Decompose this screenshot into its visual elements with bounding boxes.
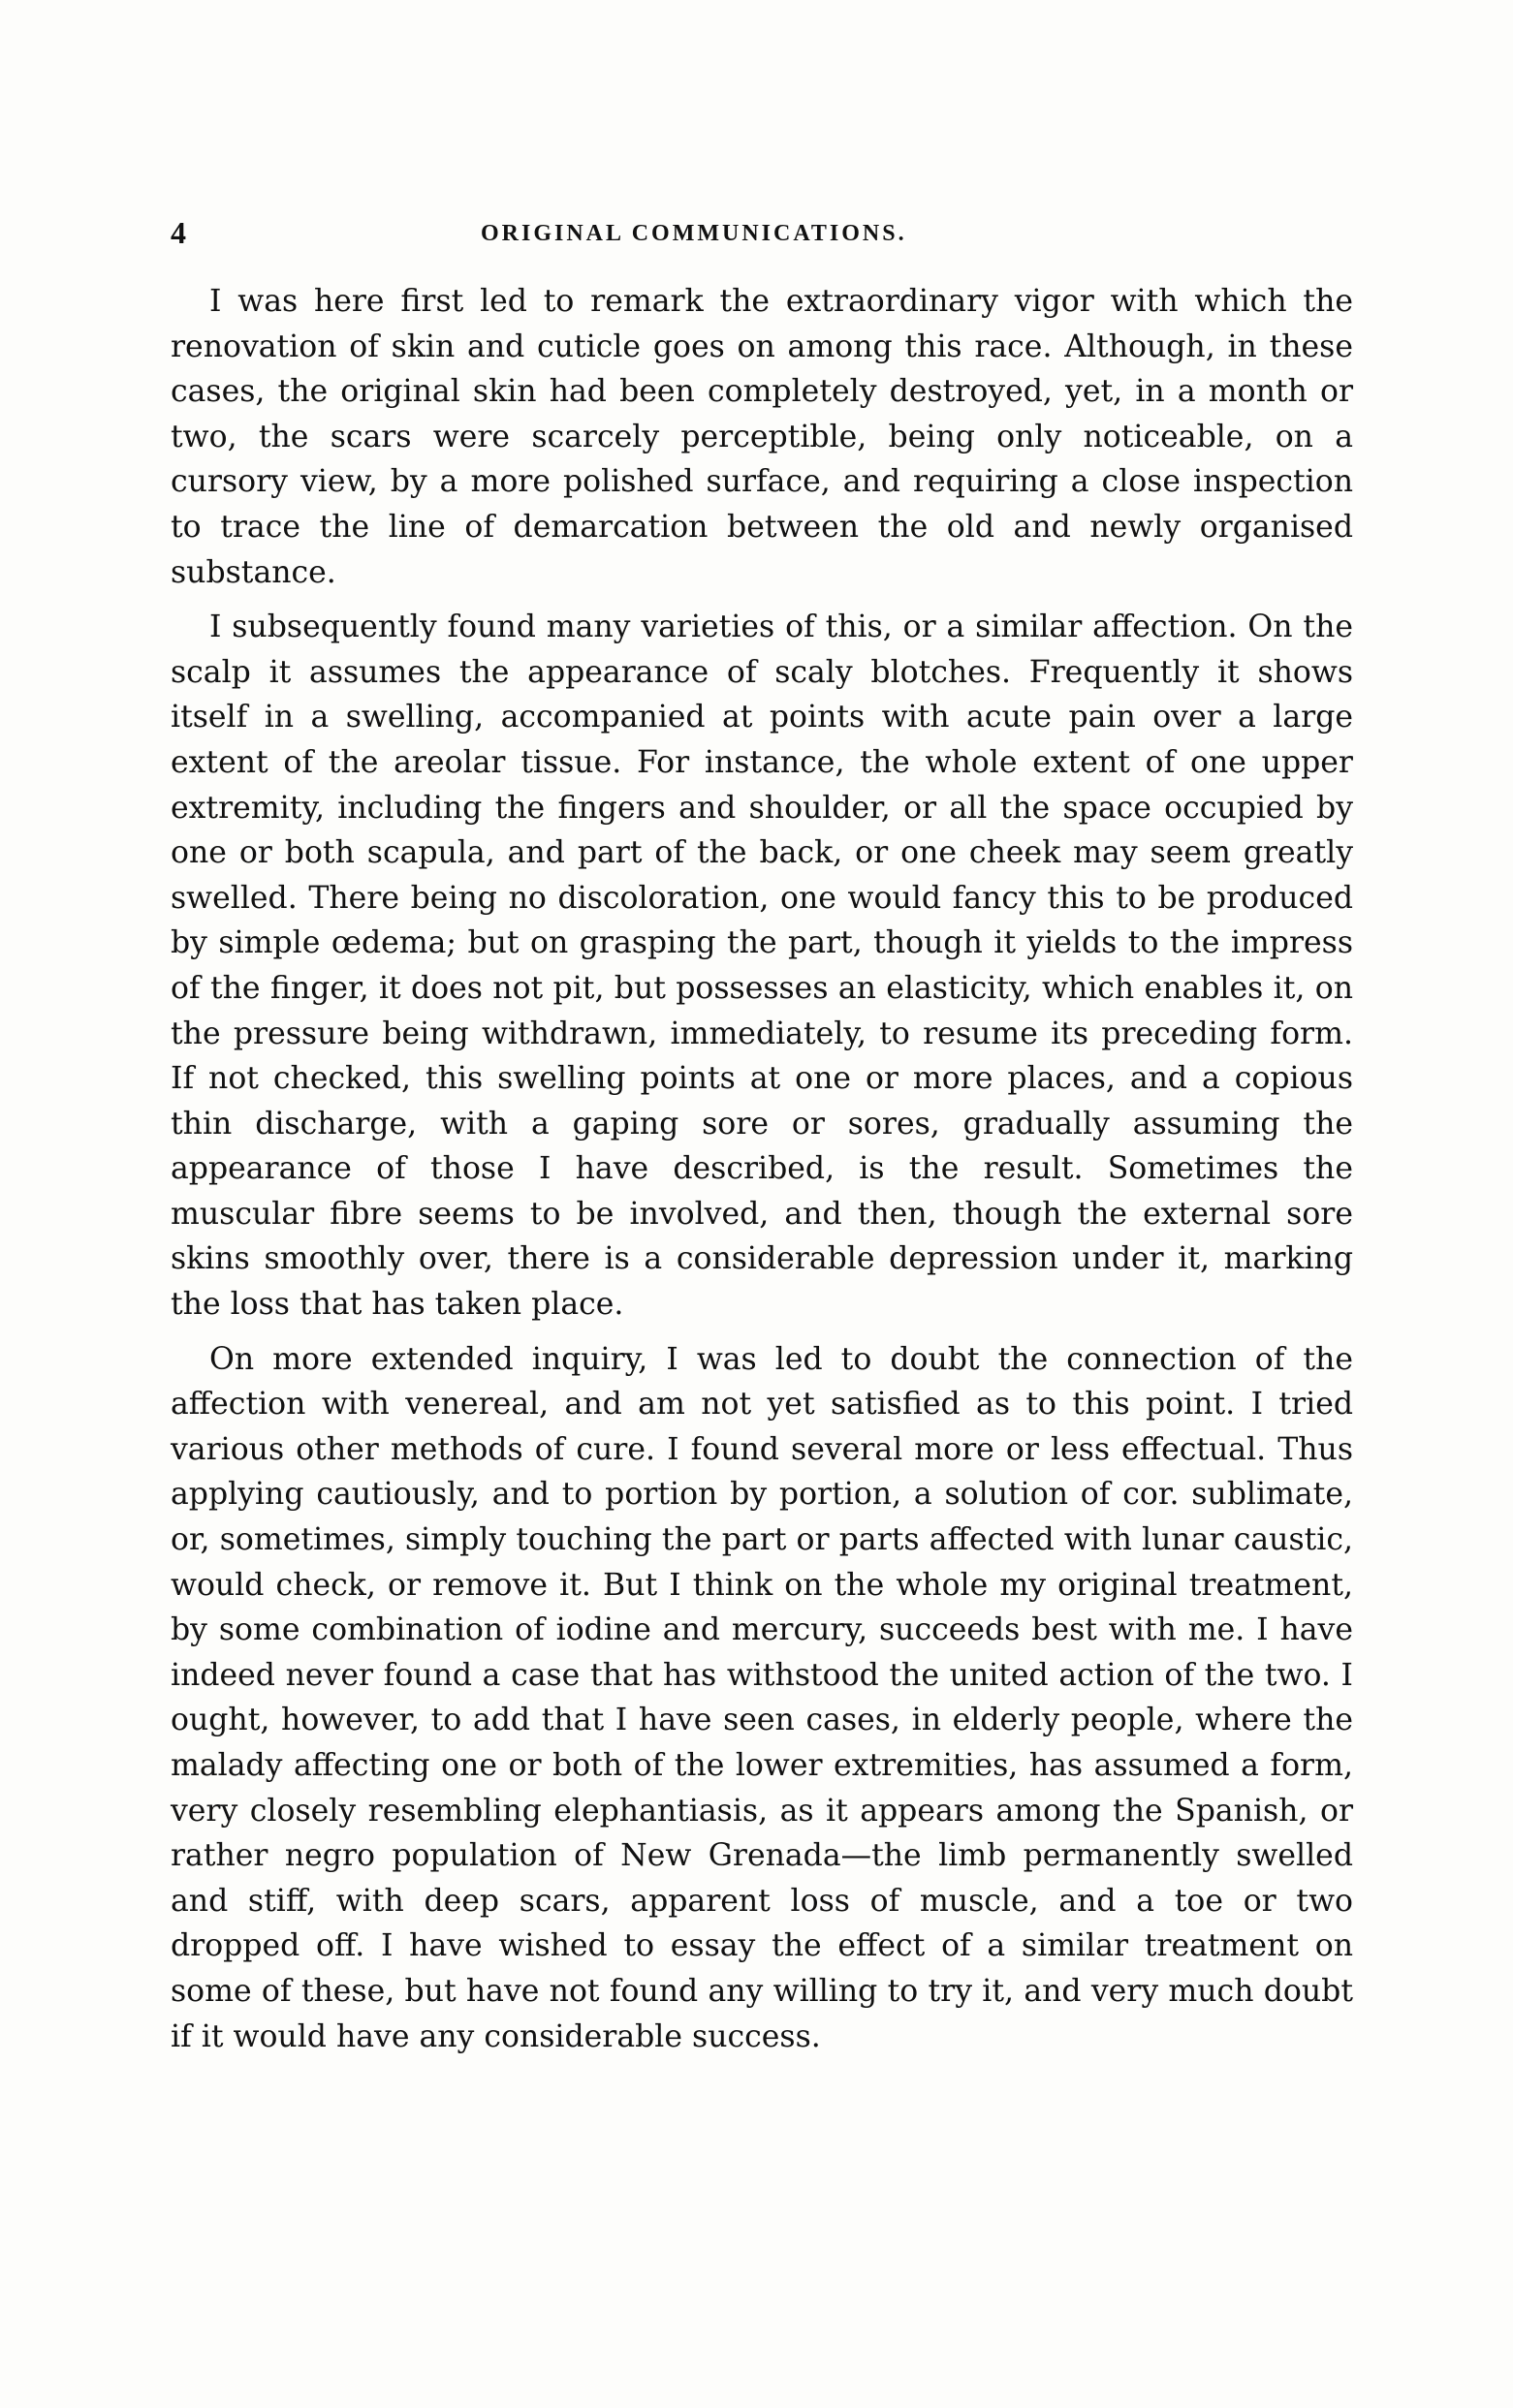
running-head [171,215,1353,254]
paragraph-2: I subsequently found many varieties of this, or a similar affection. On the scalp it assumes the appearance of scaly blotches. Frequently it shows itself in a swelling, accompanied at points with acute pain over a large extent of the areolar tissue. For instance, the whole extent of one upper extremity, including the fingers and shoulder, or all the space occupied by one or both scapula, and part of the back, or one cheek may seem greatly swelled. There being no discoloration, one would fancy this to be produced by simple œdema; but on grasping the part, though it yields to the impress of the finger, it does not pit, but possesses an elasticity, which enables it, on the pressure being withdrawn, immediately, to resume its preceding form. If not checked, this swelling points at one or more places, and a copious thin discharge, with a gaping sore or sores, gradually assuming the appearance of those I have described, is the result. Sometimes the muscular fibre seems to be involved, and then, though the external sore skins smoothly over, there is a considerable depression under it, marking the loss that has taken place. [171,610,1353,1323]
paragraph-3: On more extended inquiry, I was led to doubt the connection of the affection with venereal, and am not yet satisfied as to this point. I tried various other methods of cure. I found several more or less effectual. Thus applying cautiously, and to portion by portion, a solution of cor. sublimate, or, sometimes, simply touching the part or parts affected with lunar caustic, would check, or remove it. But I think on the whole my original treatment, by some combination of iodine and mercury, succeeds best with me. I have indeed never found a case that has withstood the united action of the two. I ought, however, to add that I have seen cases, in elderly people, where the malady affecting one or both of the lower extremities, has assumed a form, very closely resembling elephantiasis, as it appears among the Spanish, or rather negro population of New Grenada—the limb permanently swelled and stiff, with deep scars, apparent loss of muscle, and a toe or two dropped off. I have wished to essay the effect of a similar treatment on some of these, but have not found any willing to try it, and very much doubt if it would have any considerable success. [171,1341,1353,2054]
body-text [171,279,1353,2069]
section-title: ORIGINAL COMMUNICATIONS. [481,221,907,246]
page-number: 4 [171,215,186,250]
paragraph-1: I was here first led to remark the extraordinary vigor with which the renovation of skin and cuticle goes on among this race. Although, in these cases, the original skin had been completely destroyed, yet, in a month or two, the scars were scarcely perceptible, being only noticeable, on a cursory view, by a more polished surface, and requiring a close inspection to trace the line of demarcation between the old and newly organised substance. [171,284,1353,590]
